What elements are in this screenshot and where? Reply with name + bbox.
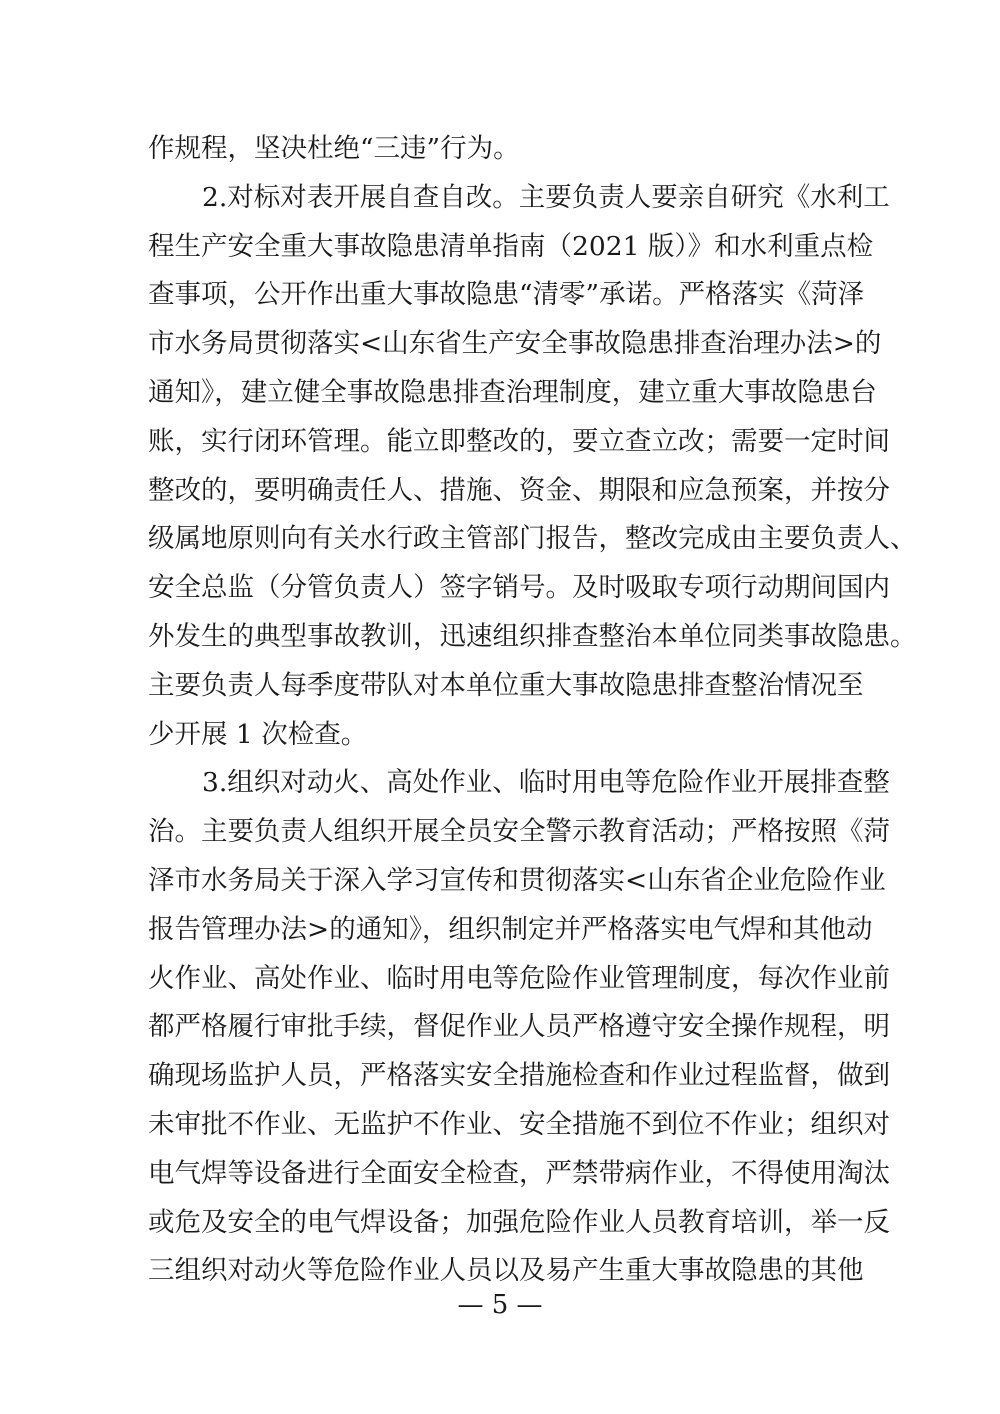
text-line: 作规程，坚决杜绝“三违”行为。 [148, 133, 520, 164]
text-line: 确现场监护人员，严格落实安全措施检查和作业过程监督，做到 [148, 1060, 890, 1092]
text-line: 市水务局贯彻落实<山东省生产安全事故隐患排查治理办法>的 [148, 328, 882, 360]
text-line: 外发生的典型事故教训，迅速组织排查整治本单位同类事故隐患。 [148, 620, 917, 652]
text-line: 安全总监（分管负责人）签字销号。及时吸取专项行动期间国内 [148, 572, 890, 604]
text-line: 级属地原则向有关水行政主管部门报告，整改完成由主要负责人、 [148, 523, 917, 555]
text-line: 都严格履行审批手续，督促作业人员严格遵守安全操作规程，明 [148, 1011, 890, 1043]
text-line: 主要负责人每季度带队对本单位重大事故隐患排查整治情况至 [148, 669, 864, 701]
text-line: 账，实行闭环管理。能立即整改的，要立查立改；需要一定时间 [148, 425, 890, 457]
page-number: — 5 — [457, 1290, 543, 1320]
text-line: 通知》，建立健全事故隐患排查治理制度，建立重大事故隐患台 [148, 376, 877, 408]
text-line: 2.对标对表开展自查自改。主要负责人要亲自研究《水利工 [202, 181, 890, 213]
text-line: 少开展 1 次检查。 [148, 718, 368, 750]
text-line: 泽市水务局关于深入学习宣传和贯彻落实<山东省企业危险作业 [148, 864, 886, 896]
text-line: 整改的，要明确责任人、措施、资金、期限和应急预案，并按分 [148, 474, 890, 506]
text-line: 治。主要负责人组织开展全员安全警示教育活动；严格按照《菏 [148, 816, 890, 848]
text-line: 程生产安全重大事故隐患清单指南（2021 版）》和水利重点检 [148, 230, 874, 262]
text-line: 火作业、高处作业、临时用电等危险作业管理制度，每次作业前 [148, 962, 890, 994]
text-line: 未审批不作业、无监护不作业、安全措施不到位不作业；组织对 [148, 1108, 890, 1140]
text-line: 电气焊等设备进行全面安全检查，严禁带病作业，不得使用淘汰 [148, 1157, 890, 1189]
text-line: 或危及安全的电气焊设备；加强危险作业人员教育培训，举一反 [148, 1206, 890, 1238]
document-body [148, 125, 917, 1296]
text-line: 查事项，公开作出重大事故隐患“清零”承诺。严格落实《菏泽 [148, 279, 865, 311]
text-line: 三组织对动火等危险作业人员以及易产生重大事故隐患的其他 [148, 1255, 864, 1287]
text-line: 报告管理办法>的通知》，组织制定并严格落实电气焊和其他动 [148, 913, 873, 945]
text-line: 3.组织对动火、高处作业、临时用电等危险作业开展排查整 [202, 767, 890, 799]
